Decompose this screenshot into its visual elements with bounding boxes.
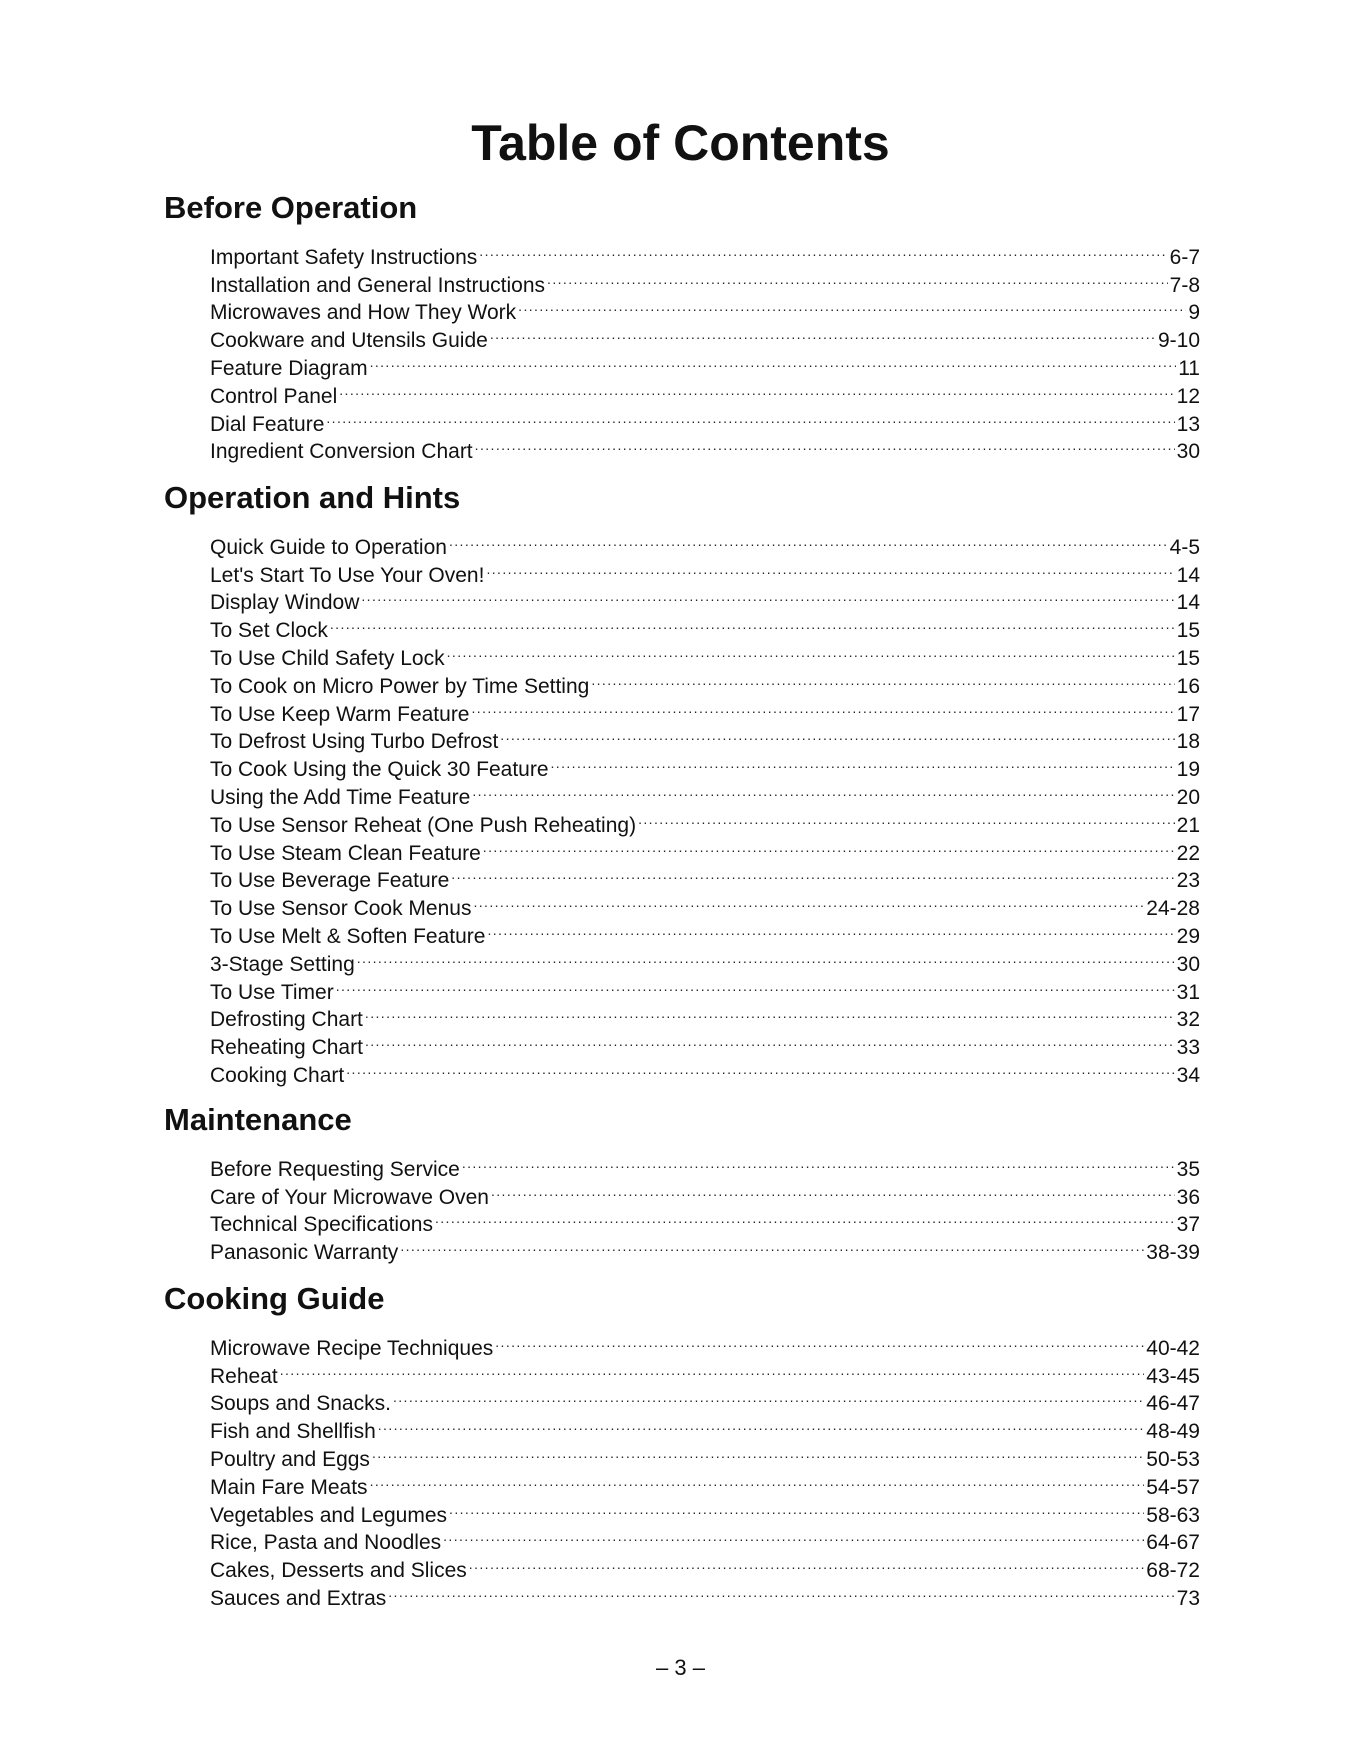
toc-entry-page: 16 bbox=[1176, 674, 1200, 698]
toc-entry-page: 6-7 bbox=[1169, 245, 1200, 269]
section-heading: Before Operation bbox=[164, 190, 418, 225]
toc-entry-label: 3-Stage Setting bbox=[210, 952, 355, 976]
dot-leader bbox=[449, 526, 1168, 554]
dot-leader bbox=[451, 860, 1174, 888]
toc-entry-page: 54-57 bbox=[1146, 1475, 1200, 1499]
toc-entry-label: Care of Your Microwave Oven bbox=[210, 1185, 489, 1209]
toc-entry-page: 33 bbox=[1176, 1036, 1200, 1060]
toc-entry-page: 18 bbox=[1176, 730, 1200, 754]
toc-entry-label: Control Panel bbox=[210, 384, 338, 408]
toc-entry-list bbox=[164, 1327, 1200, 1610]
toc-entry-label: To Use Sensor Cook Menus bbox=[210, 897, 472, 921]
dot-leader bbox=[483, 832, 1175, 860]
toc-entry bbox=[210, 1355, 1200, 1388]
dot-leader bbox=[326, 403, 1174, 431]
toc-entry-list bbox=[164, 236, 1200, 464]
toc-entry bbox=[210, 1148, 1200, 1181]
toc-entry-page: 11 bbox=[1178, 356, 1200, 380]
dot-leader bbox=[365, 999, 1175, 1027]
toc-entry bbox=[210, 999, 1200, 1032]
toc-entry-page: 15 bbox=[1176, 646, 1200, 670]
toc-entry-page: 12 bbox=[1176, 384, 1200, 408]
toc-entry-label: Rice, Pasta and Noodles bbox=[210, 1531, 442, 1555]
dot-leader bbox=[490, 319, 1156, 347]
toc-entry-label: To Use Child Safety Lock bbox=[210, 646, 445, 670]
toc-entry-label: Main Fare Meats bbox=[210, 1475, 368, 1499]
toc-entry-label: Display Window bbox=[210, 591, 360, 615]
dot-leader bbox=[339, 375, 1174, 403]
page-title: Table of Contents bbox=[471, 115, 890, 171]
toc-entry-page: 29 bbox=[1176, 924, 1200, 948]
dot-leader bbox=[473, 887, 1144, 915]
toc-entry bbox=[210, 971, 1200, 1004]
toc-entry-label: To Set Clock bbox=[210, 619, 328, 643]
dot-leader bbox=[372, 1438, 1144, 1466]
toc-entry-page: 15 bbox=[1176, 619, 1200, 643]
toc-entry-label: To Use Steam Clean Feature bbox=[210, 841, 481, 865]
dot-leader bbox=[472, 776, 1174, 804]
dot-leader bbox=[486, 554, 1174, 582]
toc-entry-label: Feature Diagram bbox=[210, 356, 368, 380]
dot-leader bbox=[518, 292, 1186, 320]
toc-section bbox=[164, 480, 1200, 1087]
toc-section bbox=[164, 1281, 1200, 1610]
toc-entry bbox=[210, 637, 1200, 670]
dot-leader bbox=[378, 1410, 1145, 1438]
toc-entry-page: 9-10 bbox=[1157, 329, 1200, 353]
toc-entry-page: 31 bbox=[1176, 980, 1200, 1004]
dot-leader bbox=[435, 1204, 1175, 1232]
toc-entry bbox=[210, 236, 1200, 269]
toc-entry-page: 46-47 bbox=[1146, 1392, 1200, 1416]
toc-entry-label: Poultry and Eggs bbox=[210, 1447, 370, 1471]
toc-entry-list bbox=[164, 1148, 1200, 1265]
dot-leader bbox=[361, 582, 1174, 610]
toc-entry-page: 35 bbox=[1176, 1157, 1200, 1181]
toc-entry-label: Cooking Chart bbox=[210, 1063, 345, 1087]
toc-entry-label: To Cook Using the Quick 30 Feature bbox=[210, 758, 549, 782]
dot-leader bbox=[551, 748, 1175, 776]
toc-entry-page: 17 bbox=[1176, 702, 1200, 726]
toc-entry-label: Technical Specifications bbox=[210, 1213, 433, 1237]
toc-entry-list bbox=[164, 526, 1200, 1087]
toc-entry-page: 68-72 bbox=[1146, 1559, 1200, 1583]
toc-entry-label: Cakes, Desserts and Slices bbox=[210, 1559, 467, 1583]
dot-leader bbox=[449, 1494, 1144, 1522]
toc-entry-page: 32 bbox=[1176, 1008, 1200, 1032]
toc-entry-page: 19 bbox=[1176, 758, 1200, 782]
toc-entry-label: Soups and Snacks. bbox=[210, 1392, 391, 1416]
dot-leader bbox=[469, 1549, 1145, 1577]
dot-leader bbox=[495, 1327, 1144, 1355]
page-number: – 3 – bbox=[656, 1655, 705, 1680]
toc-section bbox=[164, 190, 1200, 464]
toc-entry-page: 23 bbox=[1176, 869, 1200, 893]
toc-entry-label: Dial Feature bbox=[210, 412, 325, 436]
toc-entry-page: 13 bbox=[1176, 412, 1200, 436]
toc-entry-label: Reheating Chart bbox=[210, 1036, 363, 1060]
toc-section bbox=[164, 1102, 1200, 1265]
toc-entry-page: 7-8 bbox=[1169, 273, 1200, 297]
toc-entry-label: Quick Guide to Operation bbox=[210, 535, 447, 559]
dot-leader bbox=[547, 264, 1168, 292]
dot-leader bbox=[365, 1026, 1175, 1054]
dot-leader bbox=[500, 721, 1174, 749]
toc-entry-page: 43-45 bbox=[1146, 1364, 1200, 1388]
toc-entry bbox=[210, 526, 1200, 559]
toc-entry-page: 36 bbox=[1176, 1185, 1200, 1209]
dot-leader bbox=[280, 1355, 1145, 1383]
toc-entry-label: To Use Keep Warm Feature bbox=[210, 702, 470, 726]
dot-leader bbox=[346, 1054, 1174, 1082]
toc-entry-label: Important Safety Instructions bbox=[210, 245, 478, 269]
toc-entry-label: To Defrost Using Turbo Defrost bbox=[210, 730, 499, 754]
toc-entry bbox=[210, 375, 1200, 408]
dot-leader bbox=[591, 665, 1174, 693]
dot-leader bbox=[400, 1231, 1144, 1259]
toc-entry bbox=[210, 609, 1200, 643]
toc-entry-label: Before Requesting Service bbox=[210, 1157, 460, 1181]
dot-leader bbox=[388, 1577, 1174, 1605]
toc-entry-page: 9 bbox=[1188, 301, 1200, 325]
toc-entry-page: 34 bbox=[1176, 1063, 1200, 1087]
toc-entry-label: Ingredient Conversion Chart bbox=[210, 440, 473, 464]
toc-entry-page: 58-63 bbox=[1146, 1503, 1200, 1527]
section-heading: Cooking Guide bbox=[164, 1281, 385, 1316]
dot-leader bbox=[393, 1383, 1144, 1411]
toc-entry-page: 37 bbox=[1176, 1213, 1200, 1237]
dot-leader bbox=[370, 347, 1177, 375]
toc-entry-page: 21 bbox=[1176, 813, 1200, 837]
toc-entry-label: To Use Melt & Soften Feature bbox=[210, 924, 486, 948]
dot-leader bbox=[336, 971, 1175, 999]
toc-entry-label: To Use Beverage Feature bbox=[210, 869, 450, 893]
section-heading: Maintenance bbox=[164, 1102, 352, 1137]
toc-entry-page: 20 bbox=[1176, 785, 1200, 809]
toc-entry-page: 50-53 bbox=[1146, 1447, 1200, 1471]
toc-entry-label: To Use Timer bbox=[210, 980, 334, 1004]
toc-entry-label: Reheat bbox=[210, 1364, 278, 1388]
toc-entry bbox=[210, 1327, 1200, 1360]
toc-entry-label: Vegetables and Legumes bbox=[210, 1503, 448, 1527]
toc-entry bbox=[210, 1383, 1200, 1416]
dot-leader bbox=[370, 1466, 1145, 1494]
toc-entry-label: Installation and General Instructions bbox=[210, 273, 546, 297]
dot-leader bbox=[638, 804, 1175, 832]
toc-entry-label: Using the Add Time Feature bbox=[210, 785, 471, 809]
toc-entry-page: 14 bbox=[1176, 563, 1200, 587]
toc-entry-label: Let's Start To Use Your Oven! bbox=[210, 563, 485, 587]
toc-entry-label: Panasonic Warranty bbox=[210, 1241, 399, 1265]
toc-entry-page: 24-28 bbox=[1146, 897, 1200, 921]
dot-leader bbox=[491, 1176, 1175, 1204]
toc-entry-label: Sauces and Extras bbox=[210, 1586, 387, 1610]
toc-entry-label: Fish and Shellfish bbox=[210, 1420, 376, 1444]
toc-entry bbox=[210, 943, 1200, 976]
dot-leader bbox=[475, 431, 1175, 459]
toc-entry-page: 48-49 bbox=[1146, 1420, 1200, 1444]
toc-entry-page: 4-5 bbox=[1169, 535, 1200, 559]
toc-entry-page: 22 bbox=[1176, 841, 1200, 865]
toc-entry-page: 30 bbox=[1176, 952, 1200, 976]
toc-entry-page: 30 bbox=[1176, 440, 1200, 464]
toc-entry-label: Microwaves and How They Work bbox=[210, 301, 517, 325]
dot-leader bbox=[472, 693, 1175, 721]
dot-leader bbox=[462, 1148, 1175, 1176]
dot-leader bbox=[447, 637, 1175, 665]
toc-entry-label: Microwave Recipe Techniques bbox=[210, 1336, 494, 1360]
toc-entry bbox=[210, 431, 1200, 464]
section-heading: Operation and Hints bbox=[164, 480, 461, 515]
toc-entry-page: 38-39 bbox=[1146, 1241, 1200, 1265]
toc-entry bbox=[210, 403, 1200, 436]
toc-entry-label: To Cook on Micro Power by Time Setting bbox=[210, 674, 590, 698]
toc-entry-label: Cookware and Utensils Guide bbox=[210, 329, 488, 353]
toc-entry-page: 40-42 bbox=[1146, 1336, 1200, 1360]
toc-entry-label: Defrosting Chart bbox=[210, 1008, 363, 1032]
dot-leader bbox=[487, 915, 1174, 943]
dot-leader bbox=[330, 609, 1175, 637]
toc-entry-page: 64-67 bbox=[1146, 1531, 1200, 1555]
toc-entry-page: 73 bbox=[1176, 1586, 1200, 1610]
dot-leader bbox=[479, 236, 1167, 264]
dot-leader bbox=[443, 1522, 1144, 1550]
dot-leader bbox=[357, 943, 1175, 971]
toc-entry-label: To Use Sensor Reheat (One Push Reheating) bbox=[210, 813, 637, 837]
toc-entry-page: 14 bbox=[1176, 591, 1200, 615]
toc-entry bbox=[210, 1054, 1200, 1087]
